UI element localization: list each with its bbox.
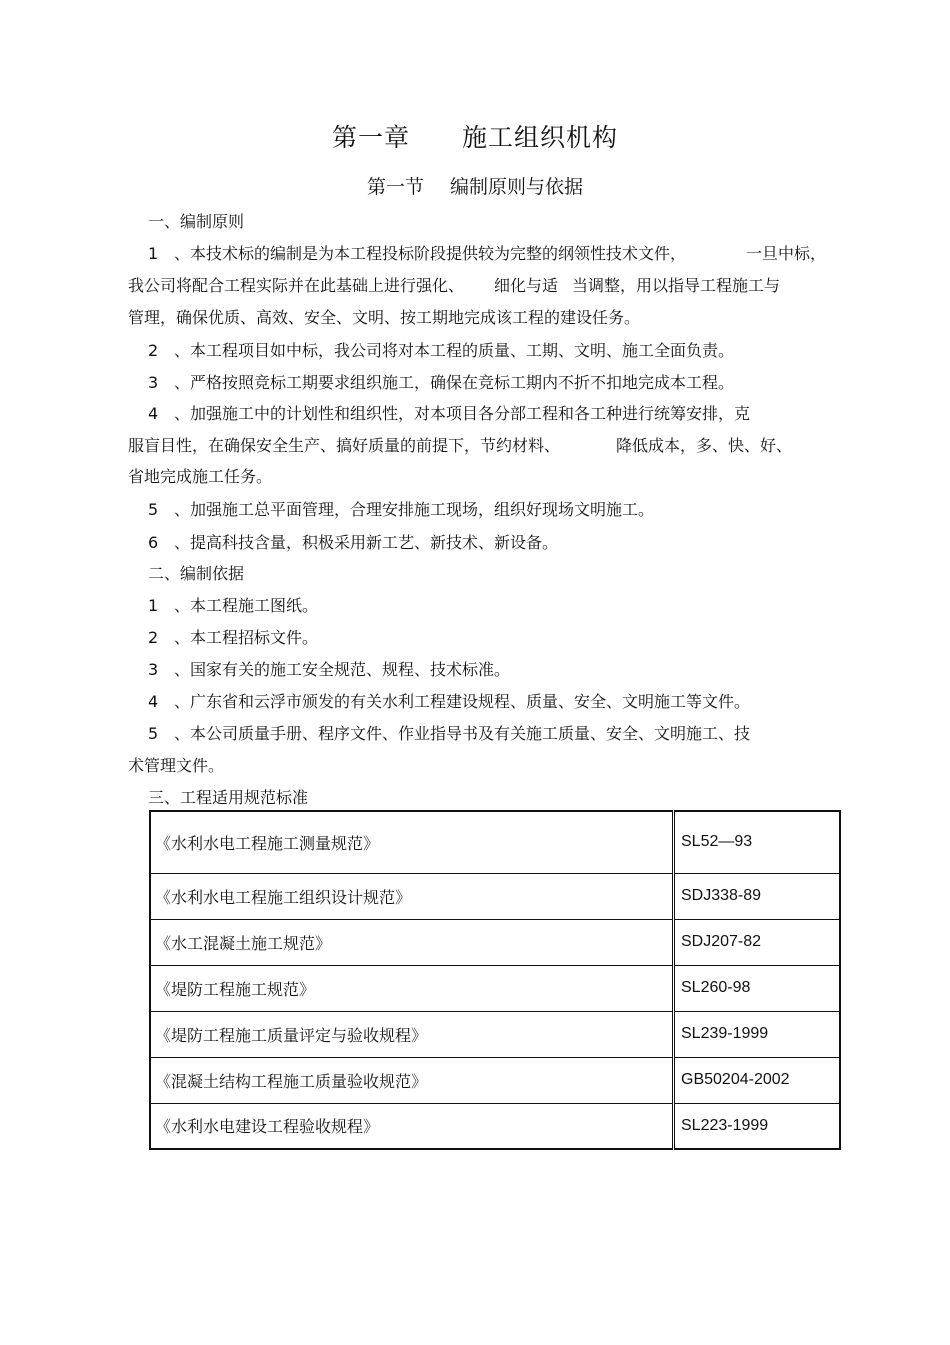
item-number: 1 [148,244,159,263]
table-row [150,1103,840,1149]
standard-code: SL223-1999 [674,1103,841,1149]
table-row [150,873,840,919]
part1-item1-line1 [148,244,826,264]
standard-name: 《堤防工程施工规范》 [150,965,674,1011]
item-text: 、本公司质量手册、程序文件、作业指导书及有关施工质量、安全、文明施工、技 [174,724,751,743]
part2-item5-line2: 术管理文件。 [128,756,225,775]
item-text: 、严格按照竞标工期要求组织施工，确保在竞标工期内不折不扣地完成本工程。 [174,373,735,392]
part2-item1 [148,596,318,616]
section-label: 第一节 [366,176,424,198]
standard-name: 《水利水电工程施工组织设计规范》 [150,873,674,919]
part1-item4-line1 [148,404,750,424]
item-number: 2 [148,341,159,360]
item-text: 细化与适 [494,276,559,295]
item-text: 、广东省和云浮市颁发的有关水利工程建设规程、质量、安全、文明施工等文件。 [174,692,751,711]
item-text: 降低成本，多、快、好、 [616,436,793,455]
standard-code: SDJ338-89 [674,873,841,919]
standard-name: 《水利水电建设工程验收规程》 [150,1103,674,1149]
chapter-title [0,118,950,154]
item-text: 、本工程施工图纸。 [174,596,319,615]
item-number: 5 [148,724,159,743]
standard-name: 《水工混凝土施工规范》 [150,919,674,965]
part2-heading: 二、编制依据 [148,564,245,583]
item-number: 6 [148,533,159,552]
part1-item5 [148,500,654,520]
part3-heading: 三、工程适用规范标准 [148,788,309,807]
item-number: 3 [148,373,159,392]
table-row [150,965,840,1011]
part1-heading: 一、编制原则 [148,212,245,231]
standard-code: SL260-98 [674,965,841,1011]
standard-name: 《水利水电工程施工测量规范》 [150,811,674,873]
part2-item3 [148,660,510,680]
item-text: 、本技术标的编制是为本工程投标阶段提供较为完整的纲领性技术文件， [174,244,687,263]
item-number: 4 [148,404,159,423]
part1-item2 [148,341,734,361]
chapter-name: 施工组织机构 [462,123,619,152]
chapter-label: 第一章 [331,123,410,152]
part1-item4-line2 [128,436,792,456]
item-number: 1 [148,596,159,615]
item-text: 我公司将配合工程实际并在此基础上进行强化、 [128,276,465,295]
item-text: 、加强施工中的计划性和组织性，对本项目各分部工程和各工种进行统筹安排，克 [174,404,751,423]
table-row [150,919,840,965]
part1-item1-line3: 管理，确保优质、高效、安全、文明、按工期地完成该工程的建设任务。 [128,308,641,327]
standard-code: SDJ207-82 [674,919,841,965]
item-text: 、本工程招标文件。 [174,628,319,647]
item-number: 5 [148,500,159,519]
item-text: 、本工程项目如中标，我公司将对本工程的质量、工期、文明、施工全面负责。 [174,341,735,360]
standard-code: SL52—93 [674,811,841,873]
table-row [150,811,840,873]
standard-code: GB50204-2002 [674,1057,841,1103]
part1-item1-line2 [128,276,780,296]
item-text: 、国家有关的施工安全规范、规程、技术标准。 [174,660,511,679]
item-text: 一旦中标， [746,244,827,263]
part2-item5-line1 [148,724,750,744]
item-text: 当调整，用以指导工程施工与 [572,276,781,295]
item-number: 3 [148,660,159,679]
table-row [150,1011,840,1057]
part2-item4 [148,692,750,712]
item-text: 、加强施工总平面管理，合理安排施工现场，组织好现场文明施工。 [174,500,655,519]
standard-name: 《混凝土结构工程施工质量验收规范》 [150,1057,674,1103]
part2-item2 [148,628,318,648]
part1-item4-line3: 省地完成施工任务。 [128,467,273,486]
table-row [150,1057,840,1103]
section-name: 编制原则与依据 [450,176,584,198]
item-number: 2 [148,628,159,647]
item-text: 服盲目性，在确保安全生产、搞好质量的前提下，节约材料、 [128,436,561,455]
standards-table [149,810,841,1150]
standard-name: 《堤防工程施工质量评定与验收规程》 [150,1011,674,1057]
part1-item6 [148,533,558,553]
item-text: 、提高科技含量，积极采用新工艺、新技术、新设备。 [174,533,559,552]
standard-code: SL239-1999 [674,1011,841,1057]
section-title [0,172,950,199]
item-number: 4 [148,692,159,711]
part1-item3 [148,373,734,393]
